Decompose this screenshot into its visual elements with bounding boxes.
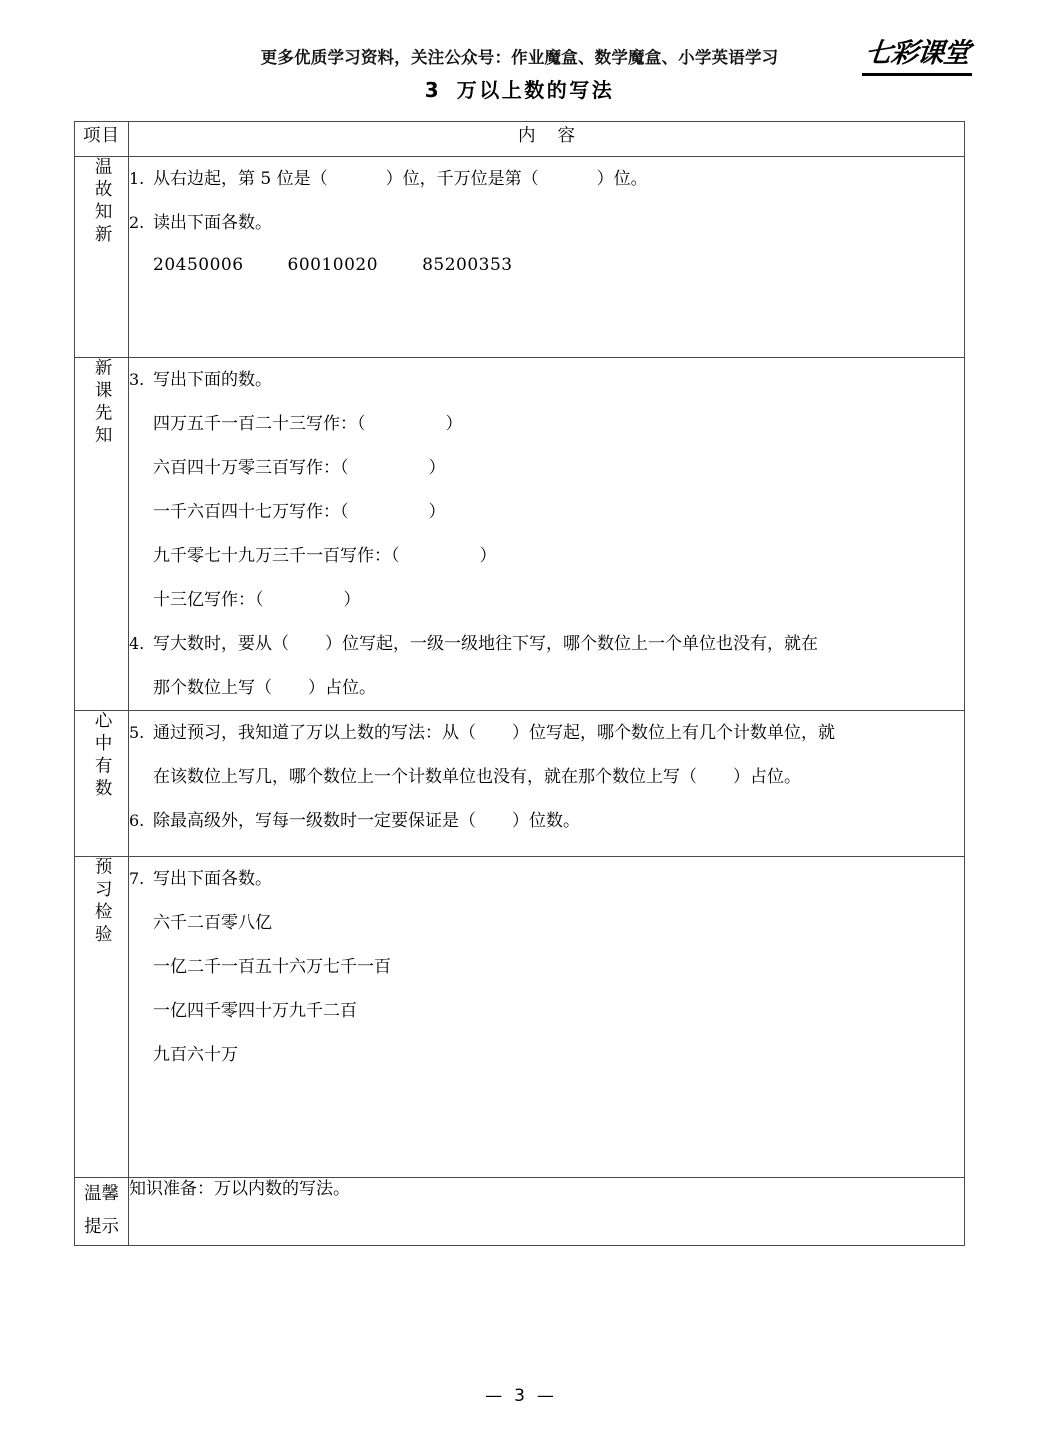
write-line-2-close: ） — [428, 458, 446, 478]
check-line-4-text: 九百六十万 — [153, 1045, 238, 1065]
footer-dash-right: — — [536, 1386, 554, 1406]
section-label-review-text: 温故知新 — [92, 157, 113, 247]
tip-text: 知识准备：万以内数的写法。 — [129, 1179, 350, 1199]
check-line-1 — [129, 901, 964, 945]
lesson-title: 万以上数的写法 — [456, 78, 615, 102]
review-number-2: 60010020 — [287, 255, 379, 275]
question-7-text: 写出下面各数。 — [153, 869, 272, 889]
question-1-text-c: ）位。 — [596, 169, 648, 189]
question-3 — [129, 358, 964, 402]
write-line-3-close: ） — [428, 502, 446, 522]
question-1 — [129, 157, 964, 201]
table-row — [75, 857, 965, 1178]
question-6-text-b: ）位数。 — [512, 811, 580, 831]
write-line-4-close: ） — [479, 546, 497, 566]
table-row — [75, 711, 965, 857]
question-7 — [129, 857, 964, 901]
footer-dash-left: — — [485, 1386, 503, 1406]
section-body-tip — [129, 1178, 965, 1246]
page-header — [0, 0, 1039, 118]
write-line-2 — [129, 446, 964, 490]
question-4-text-c: 那个数位上写（ — [153, 678, 272, 698]
section-body-review — [129, 157, 965, 358]
table-header-row — [75, 122, 965, 157]
lesson-number: 3 — [424, 78, 439, 102]
write-line-4 — [129, 534, 964, 578]
question-4-text-b: ）位写起，一级一级地往下写，哪个数位上一个单位也没有，就在 — [325, 634, 818, 654]
table-header-content — [129, 122, 965, 157]
question-2-text: 读出下面各数。 — [153, 213, 272, 233]
write-line-1 — [129, 402, 964, 446]
section-label-tip-line-1: 温馨 — [84, 1184, 119, 1204]
table-row — [75, 358, 965, 711]
question-2 — [129, 201, 964, 245]
check-line-2 — [129, 945, 964, 989]
write-line-5-close: ） — [343, 590, 361, 610]
question-3-text: 写出下面的数。 — [153, 370, 272, 390]
brand-logo-text: 七彩课堂 — [863, 38, 971, 69]
question-6 — [129, 799, 964, 843]
question-4-number: 4. — [129, 634, 145, 653]
question-4-line-2 — [129, 666, 964, 710]
section-label-review — [75, 157, 129, 358]
write-line-5-text: 十三亿写作：（ — [153, 590, 264, 610]
section-label-preview — [75, 358, 129, 711]
table-header-item: 项目 — [75, 122, 129, 157]
question-5-line-2 — [129, 755, 964, 799]
write-line-3-text: 一千六百四十七万写作：（ — [153, 502, 349, 522]
question-6-text-a: 除最高级外，写每一级数时一定要保证是（ — [153, 811, 476, 831]
question-4-text-a: 写大数时，要从（ — [153, 634, 289, 654]
question-5-text-c: 在该数位上写几，哪个数位上一个计数单位也没有，就在那个数位上写（ — [153, 767, 697, 787]
check-line-3-text: 一亿四千零四十万九千二百 — [153, 1001, 357, 1021]
question-1-text-a: 从右边起，第 5 位是（ — [153, 169, 328, 189]
question-5-text-b: ）位写起，哪个数位上有几个计数单位，就 — [512, 723, 835, 743]
section-label-tip — [75, 1178, 129, 1246]
worksheet-table — [74, 121, 965, 1246]
table-row — [75, 157, 965, 358]
question-5-line-1 — [129, 711, 964, 755]
question-3-number: 3. — [129, 370, 145, 389]
question-5-text-a: 通过预习，我知道了万以上数的写法：从（ — [153, 723, 476, 743]
check-line-4 — [129, 1033, 964, 1077]
write-line-2-text: 六百四十万零三百写作：（ — [153, 458, 349, 478]
section-body-understanding — [129, 711, 965, 857]
write-line-1-close: ） — [445, 414, 463, 434]
question-4-text-d: ）占位。 — [308, 678, 376, 698]
section-label-preview-text: 新课先知 — [92, 358, 113, 448]
section-label-check — [75, 857, 129, 1178]
check-line-1-text: 六千二百零八亿 — [153, 913, 272, 933]
table-row — [75, 1178, 965, 1246]
write-line-4-text: 九千零七十九万三千一百写作：（ — [153, 546, 400, 566]
question-1-number: 1. — [129, 169, 145, 188]
question-1-text-b: ）位，千万位是第（ — [385, 169, 539, 189]
table-header-content-char-b: 容 — [557, 126, 575, 146]
brand-logo-underline — [862, 73, 972, 76]
write-line-3 — [129, 490, 964, 534]
section-label-check-text: 预习检验 — [92, 857, 113, 947]
question-5-number: 5. — [129, 723, 145, 742]
write-line-1-text: 四万五千一百二十三写作：（ — [153, 414, 366, 434]
section-label-tip-line-2: 提示 — [84, 1217, 119, 1238]
review-numbers-line — [129, 245, 964, 285]
write-line-5 — [129, 578, 964, 622]
section-label-understanding-text: 心中有数 — [92, 711, 113, 801]
page-footer — [0, 1386, 1039, 1406]
question-2-number: 2. — [129, 213, 145, 232]
section-label-understanding — [75, 711, 129, 857]
table-header-content-char-a: 内 — [518, 126, 536, 146]
section-body-preview — [129, 358, 965, 711]
brand-logo — [857, 36, 977, 88]
question-7-number: 7. — [129, 869, 145, 888]
review-number-1: 20450006 — [153, 255, 244, 275]
question-5-text-d: ）占位。 — [733, 767, 801, 787]
page-number: 3 — [514, 1386, 525, 1406]
check-line-2-text: 一亿二千一百五十六万七千一百 — [153, 957, 391, 977]
question-4-line-1 — [129, 622, 964, 666]
question-6-number: 6. — [129, 811, 145, 830]
section-body-check — [129, 857, 965, 1178]
promo-banner-text: 更多优质学习资料，关注公众号：作业魔盒、数学魔盒、小学英语学习 — [260, 48, 779, 67]
check-line-3 — [129, 989, 964, 1033]
review-number-3: 85200353 — [422, 255, 513, 275]
